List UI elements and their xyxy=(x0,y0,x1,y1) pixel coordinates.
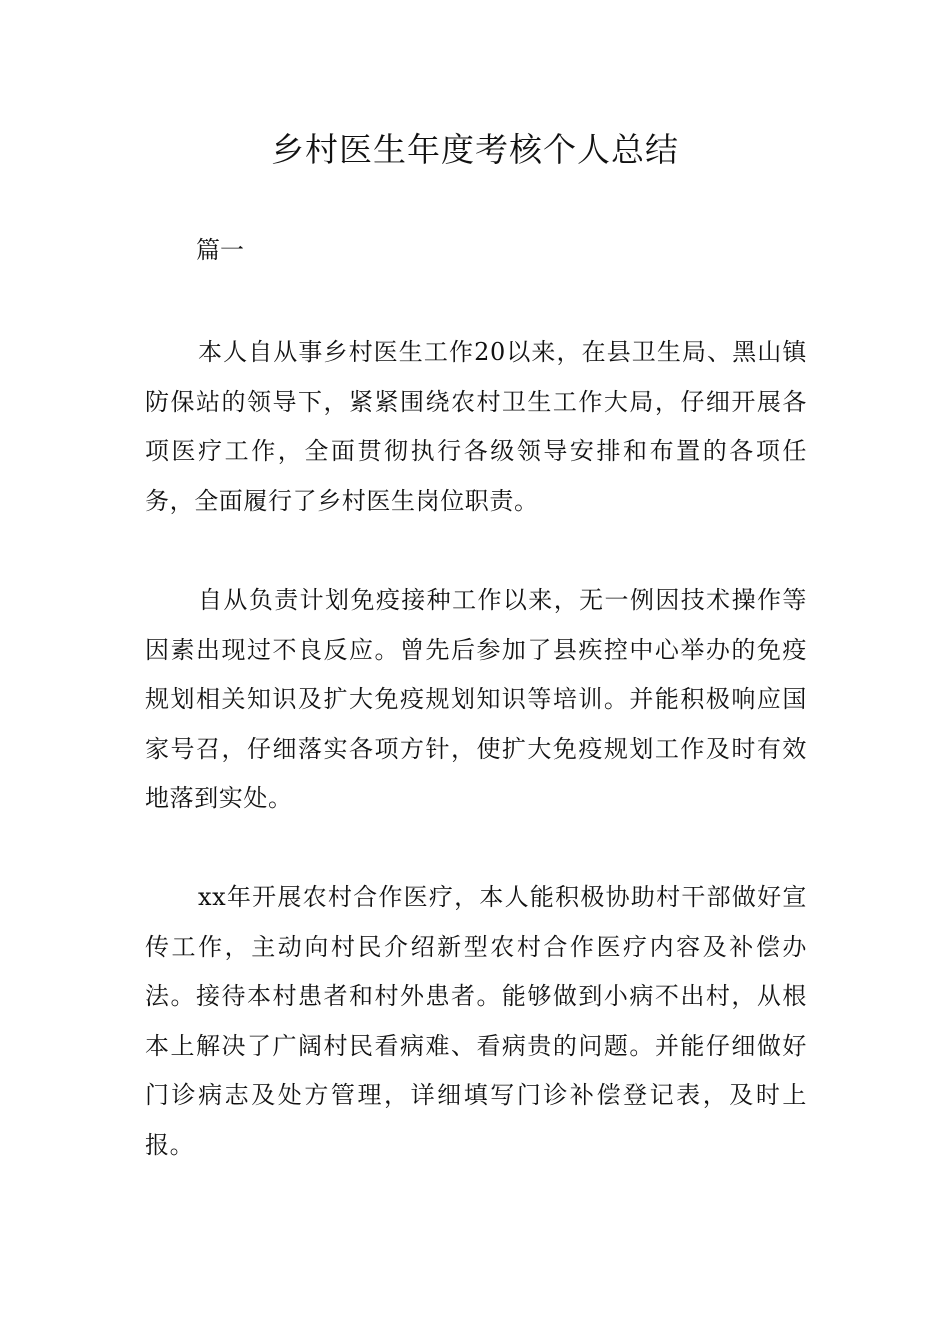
paragraph-1: 本人自从事乡村医生工作20以来，在县卫生局、黑山镇防保站的领导下，紧紧围绕农村卫生工作大局，仔细开展各项医疗工作，全面贯彻执行各级领导安排和布置的各项任务，全面履行了乡村医生岗位职责。 xyxy=(145,338,807,515)
document-title: 乡村医生年度考核个人总结 xyxy=(271,130,679,169)
paragraph-3: xx年开展农村合作医疗，本人能积极协助村干部做好宣传工作，主动向村民介绍新型农村合作医疗内容及补偿办法。接待本村患者和村外患者。能够做到小病不出村，从根本上解决了广阔村民看病难、看病贵的问题。并能仔细做好门诊病志及处方管理，详细填写门诊补偿登记表，及时上报。 xyxy=(145,883,807,1159)
section-label: 篇一 xyxy=(196,236,244,264)
paragraph-2: 自从负责计划免疫接种工作以来，无一例因技术操作等因素出现过不良反应。曾先后参加了县疾控中心举办的免疫规划相关知识及扩大免疫规划知识等培训。并能积极响应国家号召，仔细落实各项方针，使扩大免疫规划工作及时有效地落到实处。 xyxy=(145,586,807,812)
